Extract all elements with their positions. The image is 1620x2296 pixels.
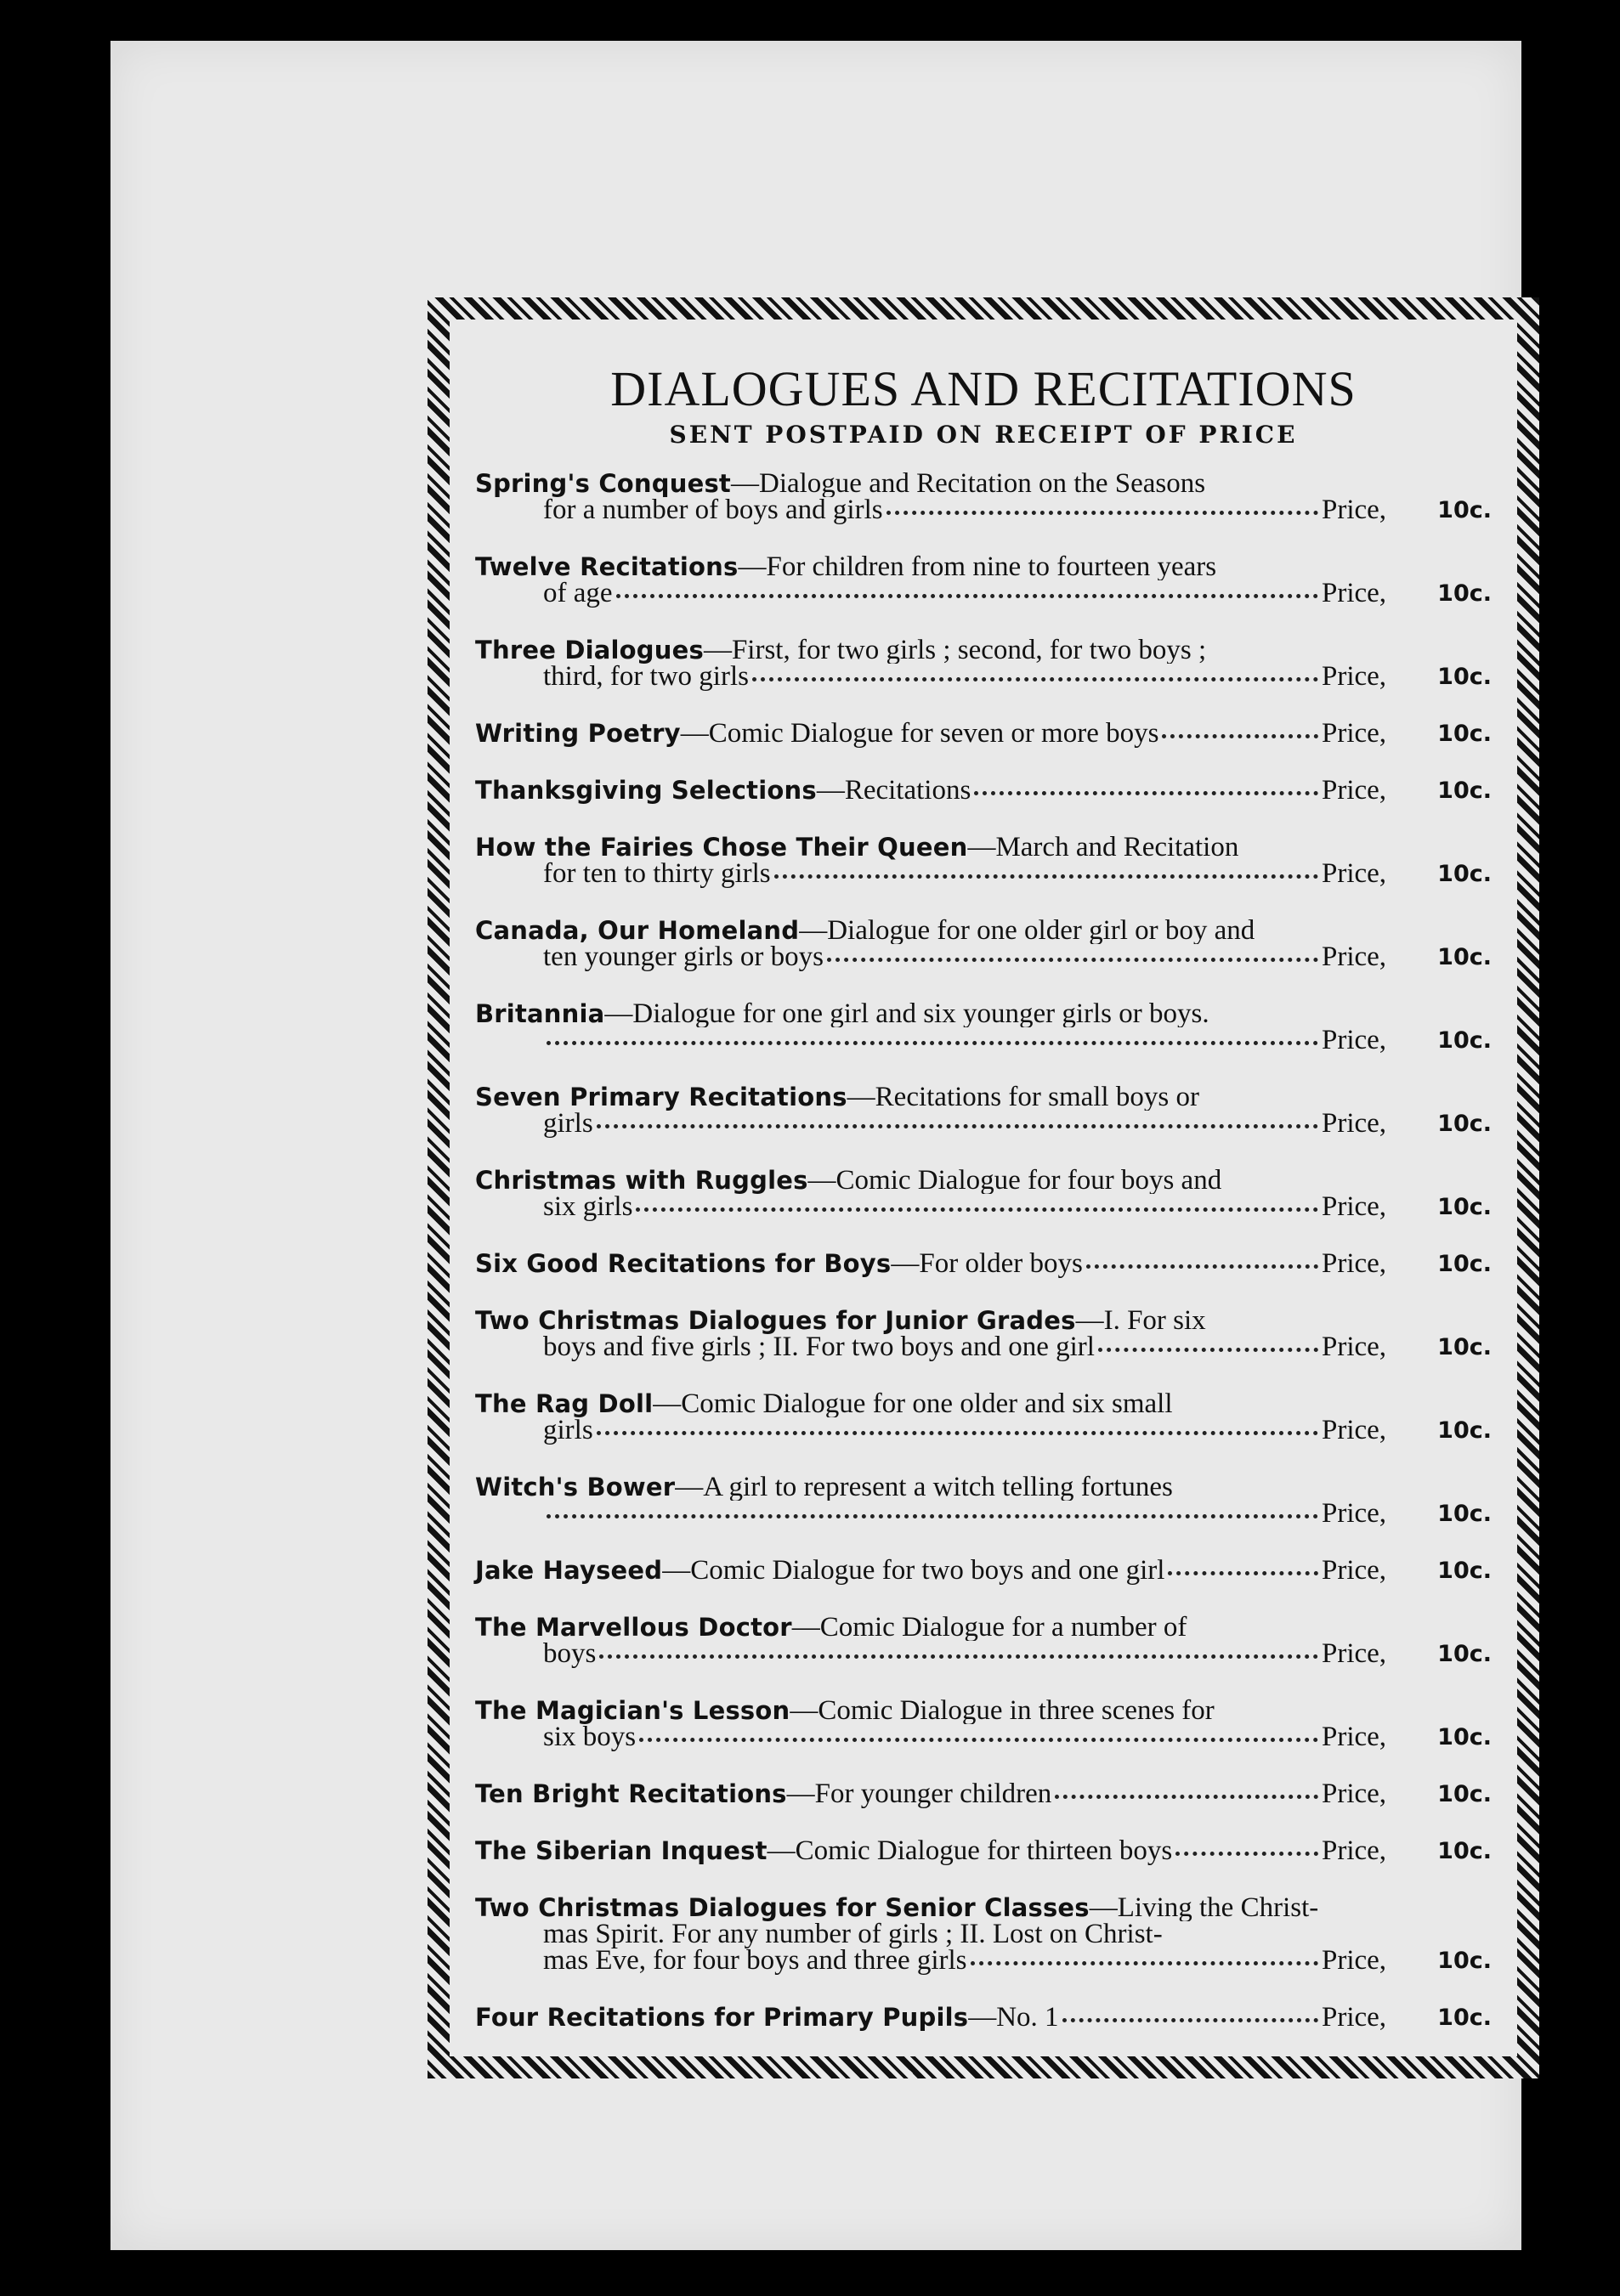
item-title: Twelve Recitations [475, 553, 739, 580]
item-title: Canada, Our Homeland [475, 917, 800, 944]
item-description-cont: mas Eve, for four boys and three girls [543, 1944, 967, 1976]
list-item [475, 717, 1492, 749]
item-price: 10c. [1437, 2004, 1492, 2031]
item-title: Britannia [475, 1000, 605, 1027]
item-description-cont: girls [543, 1107, 593, 1139]
item-description-cont: for ten to thirty girls [543, 857, 771, 889]
item-description: —Recitations [816, 774, 971, 806]
item-description: —Comic Dialogue for two boys and one girl [662, 1554, 1165, 1586]
item-price-label: Price, [1322, 577, 1387, 608]
list-item [475, 1474, 1492, 1527]
item-price-label: Price, [1322, 1107, 1387, 1139]
item-title: Three Dialogues [475, 636, 704, 664]
item-price-label: Price, [1322, 1414, 1387, 1445]
item-title: Seven Primary Recitations [475, 1083, 847, 1111]
item-price-label: Price, [1322, 2001, 1387, 2033]
item-description-cont: mas Spirit. For any number of girls ; II. Lost on Christ- [543, 1918, 1163, 1949]
item-price: 10c. [1437, 1417, 1492, 1444]
list-item [475, 1391, 1492, 1444]
item-price-label: Price, [1322, 1497, 1387, 1529]
dot-leader [752, 677, 1318, 681]
list-item [475, 918, 1492, 970]
item-title: Spring's Conquest [475, 470, 731, 497]
item-title: The Rag Doll [475, 1390, 654, 1417]
dot-leader [1175, 1852, 1318, 1856]
item-description: —A girl to represent a witch telling fortunes [675, 1473, 1173, 1501]
item-price-label: Price, [1322, 857, 1387, 889]
item-title: The Siberian Inquest [475, 1835, 768, 1865]
item-price: 10c. [1437, 1026, 1492, 1054]
list-heading: DIALOGUES AND RECITATIONS [610, 361, 1357, 416]
item-price: 10c. [1437, 1193, 1492, 1220]
dot-leader [597, 1431, 1318, 1435]
item-title: Jake Hayseed [475, 1555, 663, 1585]
dot-leader [636, 1207, 1318, 1212]
item-price-label: Price, [1322, 1247, 1387, 1279]
item-price-label: Price, [1322, 717, 1387, 749]
item-description: —For older boys [891, 1247, 1083, 1279]
list-item [475, 1308, 1492, 1360]
item-title: Witch's Bower [475, 1473, 676, 1501]
item-description-cont: third, for two girls [543, 660, 749, 692]
dot-leader [886, 511, 1318, 515]
item-title: The Marvellous Doctor [475, 1614, 792, 1641]
item-title: Six Good Recitations for Boys [475, 1248, 892, 1278]
dot-leader [1098, 1348, 1318, 1352]
item-description: —Recitations for small boys or [847, 1083, 1199, 1111]
item-description: —Comic Dialogue in three scenes for [790, 1697, 1215, 1724]
item-description: —Comic Dialogue for four boys and [807, 1167, 1222, 1194]
dot-leader [774, 874, 1318, 879]
item-price: 10c. [1437, 1110, 1492, 1137]
dot-leader [1086, 1264, 1318, 1269]
item-description-cont: ten younger girls or boys [543, 941, 824, 972]
list-item [475, 2001, 1492, 2033]
item-price-label: Price, [1322, 774, 1387, 806]
item-title: Writing Poetry [475, 718, 681, 748]
item-description: —For younger children [786, 1778, 1052, 1809]
item-price-label: Price, [1322, 1331, 1387, 1362]
item-price: 10c. [1437, 777, 1492, 804]
item-price-label: Price, [1322, 1721, 1387, 1752]
item-price-label: Price, [1322, 1554, 1387, 1586]
list-item [475, 471, 1492, 523]
item-price: 10c. [1437, 1557, 1492, 1584]
item-title: Ten Bright Recitations [475, 1779, 787, 1808]
item-description: —Comic Dialogue for seven or more boys [680, 717, 1159, 749]
item-price: 10c. [1437, 860, 1492, 887]
dot-leader [639, 1738, 1318, 1742]
item-description-cont: girls [543, 1414, 593, 1445]
item-title: Two Christmas Dialogues for Senior Classes [475, 1894, 1090, 1921]
dot-leader [597, 1124, 1318, 1128]
dot-leader [599, 1654, 1318, 1659]
item-description: —March and Recitation [967, 834, 1239, 861]
dot-leader [827, 958, 1318, 962]
item-description: —Dialogue for one older girl or boy and [799, 917, 1255, 944]
item-description: —Comic Dialogue for a number of [791, 1614, 1187, 1641]
item-price-label: Price, [1322, 494, 1387, 525]
item-price: 10c. [1437, 663, 1492, 690]
dot-leader [547, 1041, 1318, 1045]
item-title: Two Christmas Dialogues for Junior Grades [475, 1307, 1076, 1334]
dot-leader [1055, 1795, 1318, 1799]
item-price: 10c. [1437, 1780, 1492, 1807]
item-title: Christmas with Ruggles [475, 1167, 808, 1194]
item-description-cont: boys and five girls ; II. For two boys and one girl [543, 1331, 1095, 1362]
list-item [475, 1895, 1492, 1974]
item-description-cont: for a number of boys and girls [543, 494, 883, 525]
list-item [475, 637, 1492, 690]
item-title: Thanksgiving Selections [475, 775, 817, 805]
item-description-cont: six girls [543, 1190, 633, 1222]
item-title: How the Fairies Chose Their Queen [475, 834, 968, 861]
item-price: 10c. [1437, 1947, 1492, 1974]
item-description: —Comic Dialogue for thirteen boys [767, 1835, 1173, 1866]
item-price-label: Price, [1322, 1637, 1387, 1669]
item-price: 10c. [1437, 1640, 1492, 1667]
price-list [475, 345, 1492, 2031]
dot-leader [1062, 2018, 1318, 2022]
item-price-label: Price, [1322, 941, 1387, 972]
list-item [475, 1001, 1492, 1054]
dot-leader [547, 1514, 1318, 1518]
item-description: —For children from nine to fourteen years [738, 553, 1217, 580]
item-description: —Dialogue and Recitation on the Seasons [730, 470, 1206, 497]
list-item [475, 1247, 1492, 1279]
item-description: —Comic Dialogue for one older and six small [653, 1390, 1173, 1417]
item-price: 10c. [1437, 1250, 1492, 1277]
item-description-cont: six boys [543, 1721, 637, 1752]
item-price: 10c. [1437, 1333, 1492, 1360]
item-price: 10c. [1437, 943, 1492, 970]
item-price: 10c. [1437, 580, 1492, 607]
item-title: Four Recitations for Primary Pupils [475, 2002, 969, 2032]
list-subheading: SENT POSTPAID ON RECEIPT OF PRICE [669, 420, 1298, 449]
list-item [475, 1168, 1492, 1220]
list-item [475, 1084, 1492, 1137]
item-description: —First, for two girls ; second, for two boys ; [703, 636, 1207, 664]
item-description-cont: boys [543, 1637, 597, 1669]
list-item [475, 1554, 1492, 1586]
document-page [110, 41, 1521, 2250]
list-item [475, 774, 1492, 806]
item-price: 10c. [1437, 1837, 1492, 1864]
list-item [475, 1778, 1492, 1809]
item-description: —I. For six [1075, 1307, 1206, 1334]
item-price-label: Price, [1322, 1024, 1387, 1055]
item-price-label: Price, [1322, 1190, 1387, 1222]
list-item [475, 554, 1492, 607]
list-item [475, 1615, 1492, 1667]
item-price: 10c. [1437, 1723, 1492, 1750]
item-price-label: Price, [1322, 1778, 1387, 1809]
item-price-label: Price, [1322, 1944, 1387, 1976]
list-item [475, 1835, 1492, 1866]
list-item [475, 1698, 1492, 1750]
dot-leader [1162, 734, 1318, 738]
dot-leader [971, 1961, 1318, 1965]
ornamental-border [428, 297, 1539, 2078]
item-price: 10c. [1437, 720, 1492, 747]
item-description: —Dialogue for one girl and six younger girls or boys. [604, 1000, 1209, 1027]
item-description-cont: of age [543, 577, 613, 608]
item-title: The Magician's Lesson [475, 1697, 790, 1724]
dot-leader [974, 791, 1318, 795]
item-price-label: Price, [1322, 1835, 1387, 1866]
list-item [475, 834, 1492, 887]
dot-leader [1168, 1571, 1318, 1575]
item-description: —Living the Christ- [1089, 1894, 1319, 1921]
item-price: 10c. [1437, 496, 1492, 523]
item-price: 10c. [1437, 1500, 1492, 1527]
item-price-label: Price, [1322, 660, 1387, 692]
dot-leader [616, 594, 1318, 598]
item-description: —No. 1 [968, 2001, 1059, 2033]
